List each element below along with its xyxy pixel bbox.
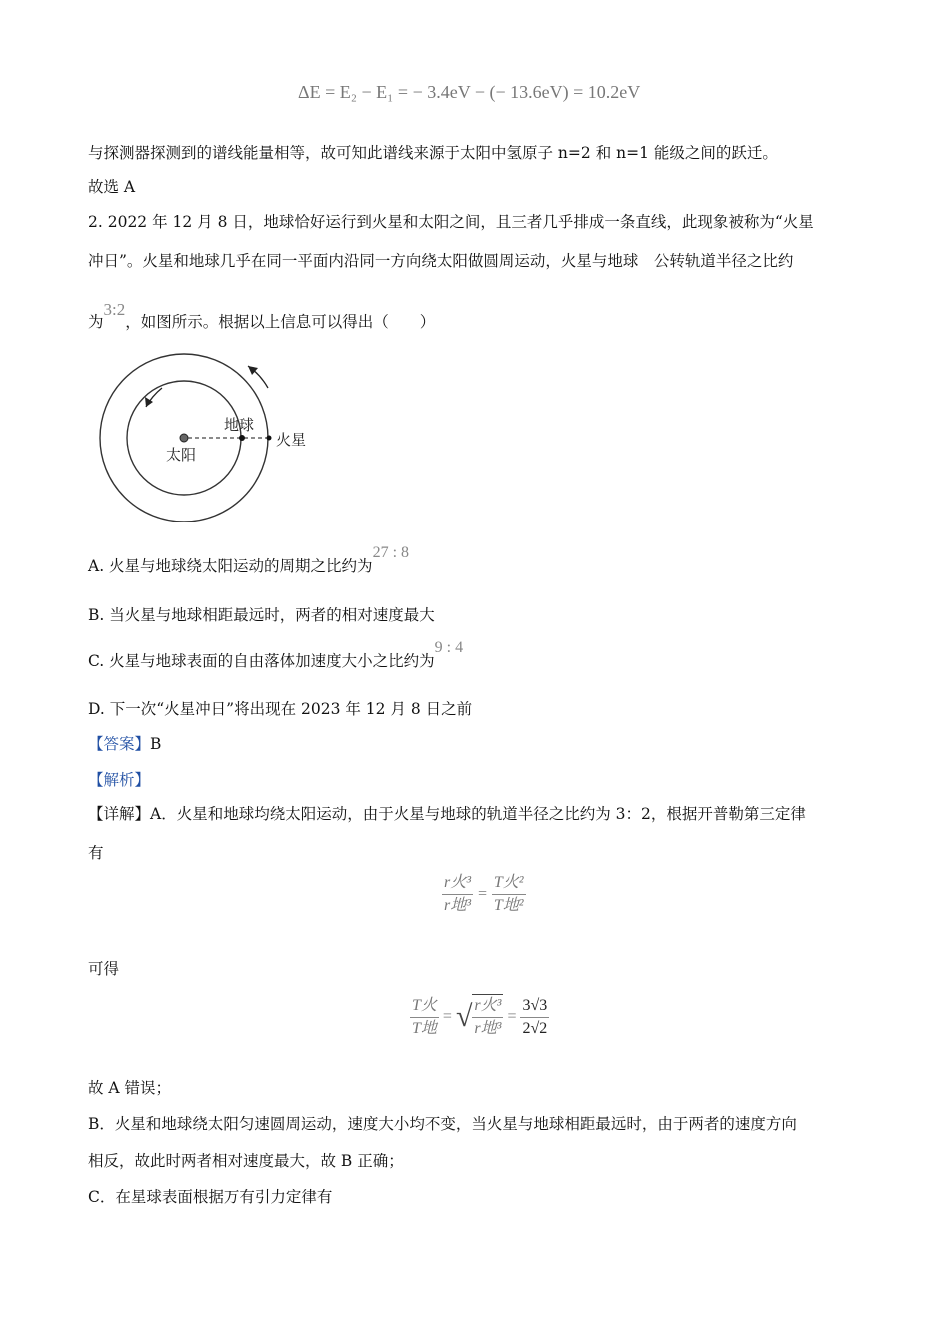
radius-fraction [442,872,473,917]
option-a [88,544,410,577]
period-ratio [410,995,439,1040]
answer-value: B [150,735,162,753]
q1-conclusion: 与探测器探测到的谱线能量相等，故可知此谱线来源于太阳中氢原子 n=2 和 n=1 能级之间的跃迁。 [88,144,778,162]
q2-stem-prefix: 为 [88,313,104,331]
earth-dot [239,435,245,441]
answer-label: 【答案】 [88,735,151,753]
q2-stem-line1: 2. 2022 年 12 月 8 日，地球恰好运行到火星和太阳之间，且三者几乎排成一条直线，此现象被称为“火星 [88,213,814,231]
t-mars-squared: T火² [492,872,526,895]
option-a-value: 27 : 8 [372,544,410,561]
result-numerator: 3√3 [520,995,549,1018]
result-fraction [520,995,549,1040]
q1-answer: 故选 A [88,178,136,196]
a-wrong: 故 A 错误； [88,1079,172,1097]
option-c [88,639,464,672]
mars-dot [267,436,272,441]
r-earth-cubed: r地³ [444,897,472,914]
t-earth: T地 [412,1019,437,1037]
option-c-value: 9 : 4 [434,639,464,656]
q2-stem-line3 [88,300,436,332]
sun-dot [180,434,188,442]
c-explanation-line1: C．在星球表面根据万有引力定律有 [88,1188,333,1206]
q2-stem-suffix: ，如图所示。根据以上信息可以得出（ ） [125,313,436,331]
root-r-earth: r地³ [474,1020,502,1037]
delta-e-formula [298,82,640,103]
b-explanation-line2: 相反，故此时两者相对速度最大，故 B 正确； [88,1152,404,1170]
orbit-diagram [96,352,386,522]
option-c-text: C. 火星与地球表面的自由落体加速度大小之比约为 [88,652,435,670]
b-explanation-line1: B．火星和地球绕太阳匀速圆周运动，速度大小均不变，当火星与地球相距最远时，由于两者的速度方向 [88,1115,797,1133]
detail-text: A．火星和地球均绕太阳运动，由于火星与地球的轨道半径之比约为 3：2，根据开普勒第三定律 [150,805,806,823]
sun-label: 太阳 [166,446,197,464]
result-denominator: 2√2 [522,1019,548,1037]
period-ratio-formula: $\frac{\text{T火}}{\text{T地}}$ = √ $\frac{\text{r火³}}{\text{r地³}}$ = $\frac{3√3}{2√2}$ [410,994,549,1040]
q2-stem-line2: 冲日”。火星和地球几乎在同一平面内沿同一方向绕太阳做圆周运动，火星与地球 公转轨道半径之比约 [88,252,794,270]
earth-label: 地球 [224,416,255,434]
period-fraction [492,872,526,917]
delta-e-formula-text: ΔE = E₂ − E₁ = − 3.4eV − (− 13.6eV) = 10.2eV [298,82,641,102]
orbit-radius-ratio: 3:2 [103,300,126,319]
kepler-formula: $\frac{\text{r火³}}{\text{r地³}}$ = $\frac{\text{T火²}}{\text{T地²}}$ [442,872,526,917]
option-a-text: A. 火星与地球绕太阳运动的周期之比约为 [88,557,373,575]
keyide-line: 可得 [88,960,120,978]
detail-label: 【详解】 [88,805,151,823]
detail-line1 [88,804,806,824]
radius-ratio-under-root [472,994,503,1040]
answer-line [88,734,161,754]
r-mars-cubed: r火³ [442,872,473,895]
mars-label: 火星 [276,431,307,449]
t-mars: T火 [410,995,439,1018]
detail-line2: 有 [88,844,104,862]
option-b: B. 当火星与地球相距最远时，两者的相对速度最大 [88,606,435,624]
t-earth-squared: T地² [493,897,524,914]
analysis-label: 【解析】 [88,771,151,789]
option-d: D. 下一次“火星冲日”将出现在 2023 年 12 月 8 日之前 [88,700,473,718]
root-r-mars: r火³ [472,995,503,1018]
